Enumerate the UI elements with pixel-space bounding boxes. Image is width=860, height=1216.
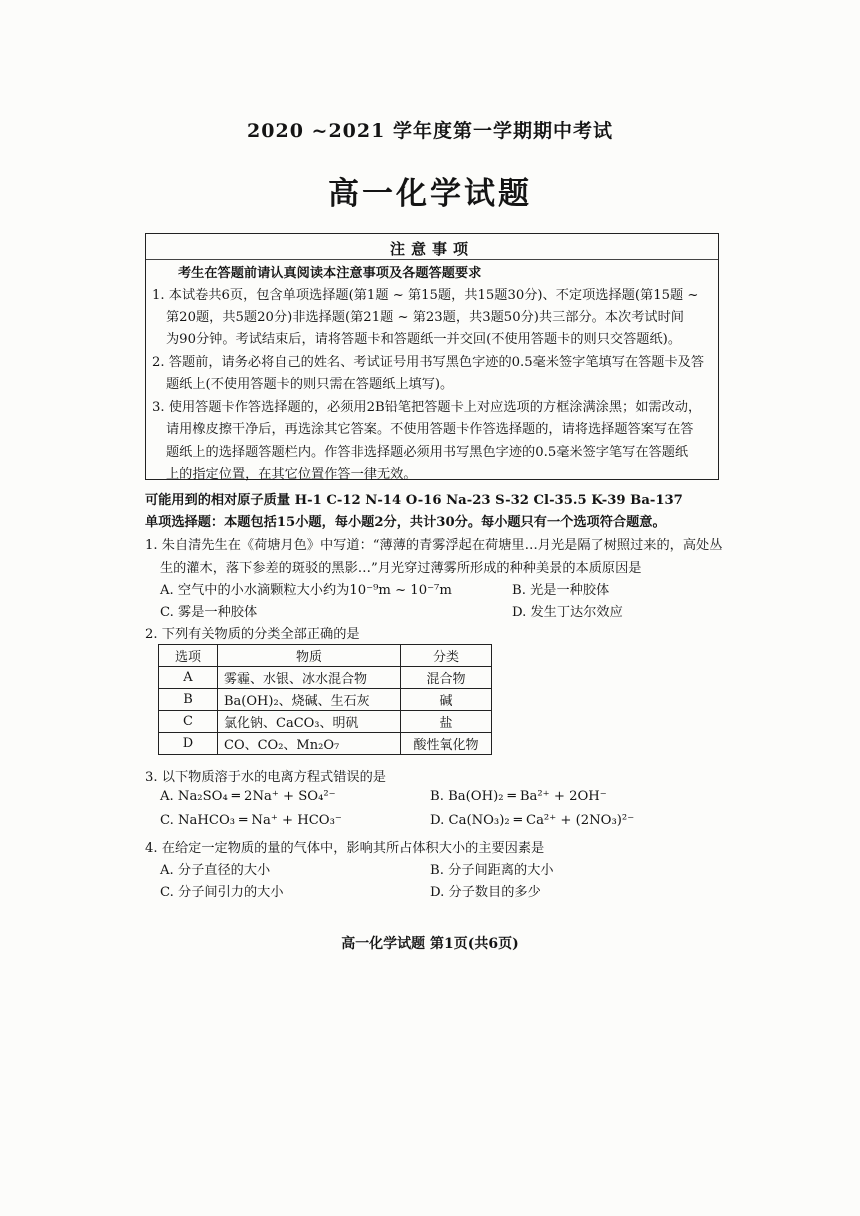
notice-line: 请用橡皮擦干净后，再选涂其它答案。不使用答题卡作答选择题的，请将选择题答案写在答 [166,422,694,437]
notice-line: 1. 本试卷共6页，包含单项选择题(第1题 ~ 第15题，共15题30分)、不定项选择题(第15题 ~ [152,288,699,303]
q3-option-a: A. Na₂SO₄ ═ 2Na⁺ + SO₄²⁻ [160,789,336,804]
table-row [159,733,492,755]
notice-line: 为90分钟。考试结束后，请将答题卡和答题纸一并交回(不使用答题卡的则只交答题纸)。 [166,332,682,347]
q3-stem: 3. 以下物质溶于水的电离方程式错误的是 [145,770,386,785]
atomic-mass-line: 可能用到的相对原子质量 H-1 C-12 N-14 O-16 Na-23 S-32 Cl-35.5 K-39 Ba-137 [145,493,683,508]
notice-line: 第20题，共5题20分)非选择题(第21题 ~ 第23题，共3题50分)共三部分。本次考试时间 [166,310,684,325]
table-cell: 混合物 [401,667,492,689]
table-cell: 酸性氧化物 [401,733,492,755]
notice-line: 3. 使用答题卡作答选择题的，必须用2B铅笔把答题卡上对应选项的方框涂满涂黑；如需改动， [152,400,702,415]
notice-line: 上的指定位置，在其它位置作答一律无效。 [166,467,417,482]
q1-option-c: C. 雾是一种胶体 [160,605,258,620]
exam-title: 2020 ~2021 学年度第一学期期中考试 [247,120,613,142]
table-header: 物质 [218,645,401,667]
table-row [159,667,492,689]
q4-option-b: B. 分子间距离的大小 [430,863,554,878]
q1-option-a: A. 空气中的小水滴颗粒大小约为10⁻⁹m ~ 10⁻⁷m [160,583,452,598]
table-row [159,711,492,733]
q1-option-d: D. 发生丁达尔效应 [512,605,623,620]
notice-title: 注意事项 [389,240,474,258]
notice-divider [146,259,718,260]
q3-option-b: B. Ba(OH)₂ ═ Ba²⁺ + 2OH⁻ [430,789,607,804]
table-cell: B [159,689,218,711]
q4-stem: 4. 在给定一定物质的量的气体中，影响其所占体积大小的主要因素是 [145,841,545,856]
q1-stem-cont: 生的灌木，落下参差的斑驳的黑影…”月光穿过薄雾所形成的种种美景的本质原因是 [160,561,642,576]
table-cell: C [159,711,218,733]
table-cell: D [159,733,218,755]
notice-line: 题纸上(不使用答题卡的则只需在答题纸上填写)。 [166,377,454,392]
section-header: 单项选择题：本题包括15小题，每小题2分，共计30分。每小题只有一个选项符合题意。 [145,515,666,530]
table-cell: CO、CO₂、Mn₂O₇ [218,733,401,755]
q1-stem: 1. 朱自清先生在《荷塘月色》中写道：“薄薄的青雾浮起在荷塘里…月光是隔了树照过来的，高处丛 [145,538,723,553]
q1-option-b: B. 光是一种胶体 [512,583,610,598]
subject-title: 高一化学试题 [328,176,532,212]
q4-option-c: C. 分子间引力的大小 [160,885,284,900]
table-row [159,689,492,711]
table-header-row [159,645,492,667]
table-cell: 碱 [401,689,492,711]
page-footer: 高一化学试题 第1页(共6页) [341,936,519,952]
notice-intro: 考生在答题前请认真阅读本注意事项及各题答题要求 [178,266,482,281]
table-cell: 盐 [401,711,492,733]
q3-option-d: D. Ca(NO₃)₂ ═ Ca²⁺ + (2NO₃)²⁻ [430,813,635,828]
notice-line: 2. 答题前，请务必将自己的姓名、考试证号用书写黑色字迹的0.5毫米签字笔填写在答题卡及答 [152,355,705,370]
table-cell: 氯化钠、CaCO₃、明矾 [218,711,401,733]
q2-stem: 2. 下列有关物质的分类全部正确的是 [145,627,360,642]
table-cell: 雾霾、水银、冰水混合物 [218,667,401,689]
q2-table [158,644,492,755]
table-cell: A [159,667,218,689]
q4-option-a: A. 分子直径的大小 [160,863,271,878]
notice-line: 题纸上的选择题答题栏内。作答非选择题必须用书写黑色字迹的0.5毫米签字笔写在答题纸 [166,445,689,460]
q3-option-c: C. NaHCO₃ ═ Na⁺ + HCO₃⁻ [160,813,342,828]
q4-option-d: D. 分子数目的多少 [430,885,541,900]
table-cell: Ba(OH)₂、烧碱、生石灰 [218,689,401,711]
table-header: 选项 [159,645,218,667]
table-header: 分类 [401,645,492,667]
